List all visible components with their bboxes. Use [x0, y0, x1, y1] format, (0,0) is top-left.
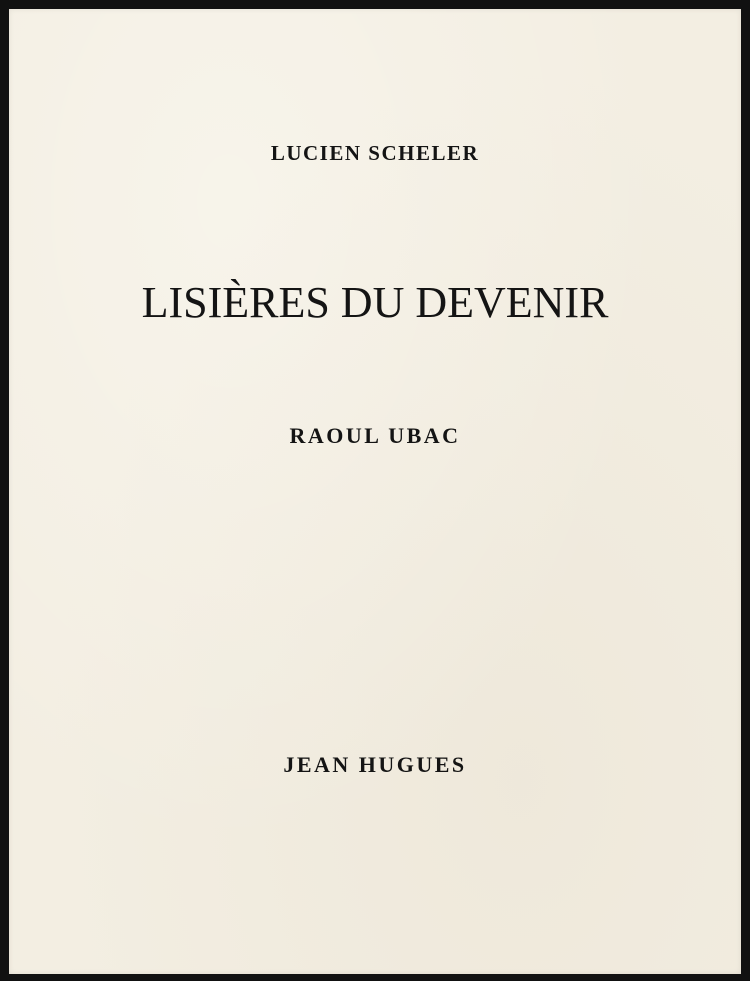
author-name: LUCIEN SCHELER: [270, 141, 480, 165]
publisher-name: JEAN HUGUES: [283, 752, 467, 777]
book-title: LISIÈRES DU DEVENIR: [141, 278, 609, 327]
title-page: [9, 9, 741, 974]
artist-name: RAOUL UBAC: [289, 423, 461, 448]
